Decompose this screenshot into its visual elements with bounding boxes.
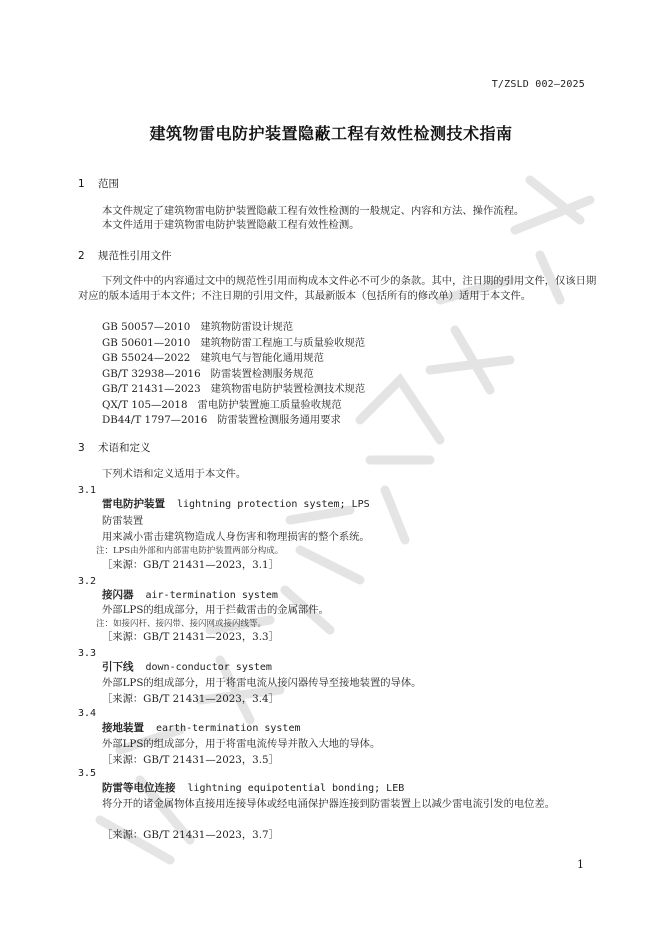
term-definition: 外部LPS的组成部分，用于拦截雷击的金属部件。 — [102, 604, 329, 616]
term-title: 雷电防护装置 lightning protection system; LPS — [102, 498, 370, 510]
term-source: ［来源：GB/T 21431—2023，3.7］ — [102, 829, 279, 841]
document-code: T/ZSLD 002—2025 — [491, 79, 585, 90]
term-title: 防雷等电位连接 lightning equipotential bonding; LEB — [102, 782, 405, 794]
term-number: 3.2 — [78, 576, 97, 587]
reference-item — [102, 382, 365, 397]
paragraph: 下列术语和定义适用于本文件。 — [102, 468, 247, 480]
reference-code: GB/T 21431—2023 — [102, 383, 201, 395]
page-number: 1 — [577, 858, 584, 871]
term-number: 3.4 — [78, 708, 97, 719]
paragraph: 本文件适用于建筑物雷电防护装置隐蔽工程有效性检测。 — [102, 219, 360, 231]
reference-name: 防雷装置检测服务通用要求 — [217, 414, 341, 426]
reference-code: GB 50601—2010 — [102, 336, 191, 349]
section-heading: 3 术语和定义 — [78, 442, 151, 454]
section-heading: 2 规范性引用文件 — [78, 250, 172, 262]
reference-item — [102, 320, 293, 335]
reference-item — [102, 367, 314, 382]
section-heading: 1 范围 — [78, 178, 119, 190]
term-definition: 将分开的诸金属物体直接用连接导体或经电涌保护器连接到防雷装置上以减少雷电流引发的电位差。 — [102, 798, 556, 810]
paragraph: 下列文件中的内容通过文中的规范性引用而构成本文件必不可少的条款。其中，注日期的引用文件，仅该日期对应的版本适用于本文件；不注日期的引用文件，其最新版本（包括所有的修改单）适用于本文件。 — [78, 275, 597, 302]
term-definition: 用来减小雷击建筑物造成人身伤害和物理损害的整个系统。 — [102, 531, 370, 543]
term-definition: 外部LPS的组成部分，用于将雷电流传导并散入大地的导体。 — [102, 738, 381, 750]
term-source: ［来源：GB/T 21431—2023，3.1］ — [102, 559, 279, 571]
term-source: ［来源：GB/T 21431—2023，3.3］ — [102, 631, 279, 643]
term-title: 接地装置 earth-termination system — [102, 722, 301, 734]
term-source: ［来源：GB/T 21431—2023，3.5］ — [102, 754, 279, 766]
term-number: 3.5 — [78, 768, 97, 779]
paragraph: 本文件规定了建筑物雷电防护装置隐蔽工程有效性检测的一般规定、内容和方法、操作流程。 — [102, 205, 525, 217]
term-title: 接闪器 air-termination system — [102, 589, 278, 601]
term-note: 注：如接闪杆、接闪带、接闪网或接闪线等。 — [96, 619, 267, 629]
term-title: 引下线 down-conductor system — [102, 661, 272, 673]
reference-name: 雷电防护装置施工质量验收规范 — [197, 398, 342, 411]
reference-code: GB 55024—2022 — [102, 352, 191, 364]
reference-name: 建筑电气与智能化通用规范 — [200, 352, 324, 364]
reference-item — [102, 398, 342, 413]
reference-code: GB/T 32938—2016 — [102, 367, 201, 380]
term-definition: 外部LPS的组成部分，用于将雷电流从接闪器传导至接地装置的导体。 — [102, 677, 422, 689]
reference-code: GB 50057—2010 — [102, 321, 191, 333]
reference-item — [102, 336, 365, 351]
reference-name: 防雷装置检测服务规范 — [210, 367, 314, 380]
term-number: 3.1 — [78, 485, 97, 496]
reference-item — [102, 413, 341, 428]
term-alt: 防雷装置 — [102, 515, 144, 527]
reference-code: DB44/T 1797—2016 — [102, 414, 208, 426]
reference-item — [102, 351, 324, 366]
reference-code: QX/T 105—2018 — [102, 398, 188, 411]
term-note: 注：LPS由外部和内部雷电防护装置两部分构成。 — [96, 546, 284, 556]
reference-name: 建筑物防雷设计规范 — [200, 321, 293, 333]
reference-name: 建筑物雷电防护装置检测技术规范 — [210, 383, 366, 395]
term-source: ［来源：GB/T 21431—2023，3.4］ — [102, 693, 279, 705]
term-number: 3.3 — [78, 648, 97, 659]
reference-name: 建筑物防雷工程施工与质量验收规范 — [200, 336, 366, 349]
document-title: 建筑物雷电防护装置隐蔽工程有效性检测技术指南 — [149, 124, 513, 143]
